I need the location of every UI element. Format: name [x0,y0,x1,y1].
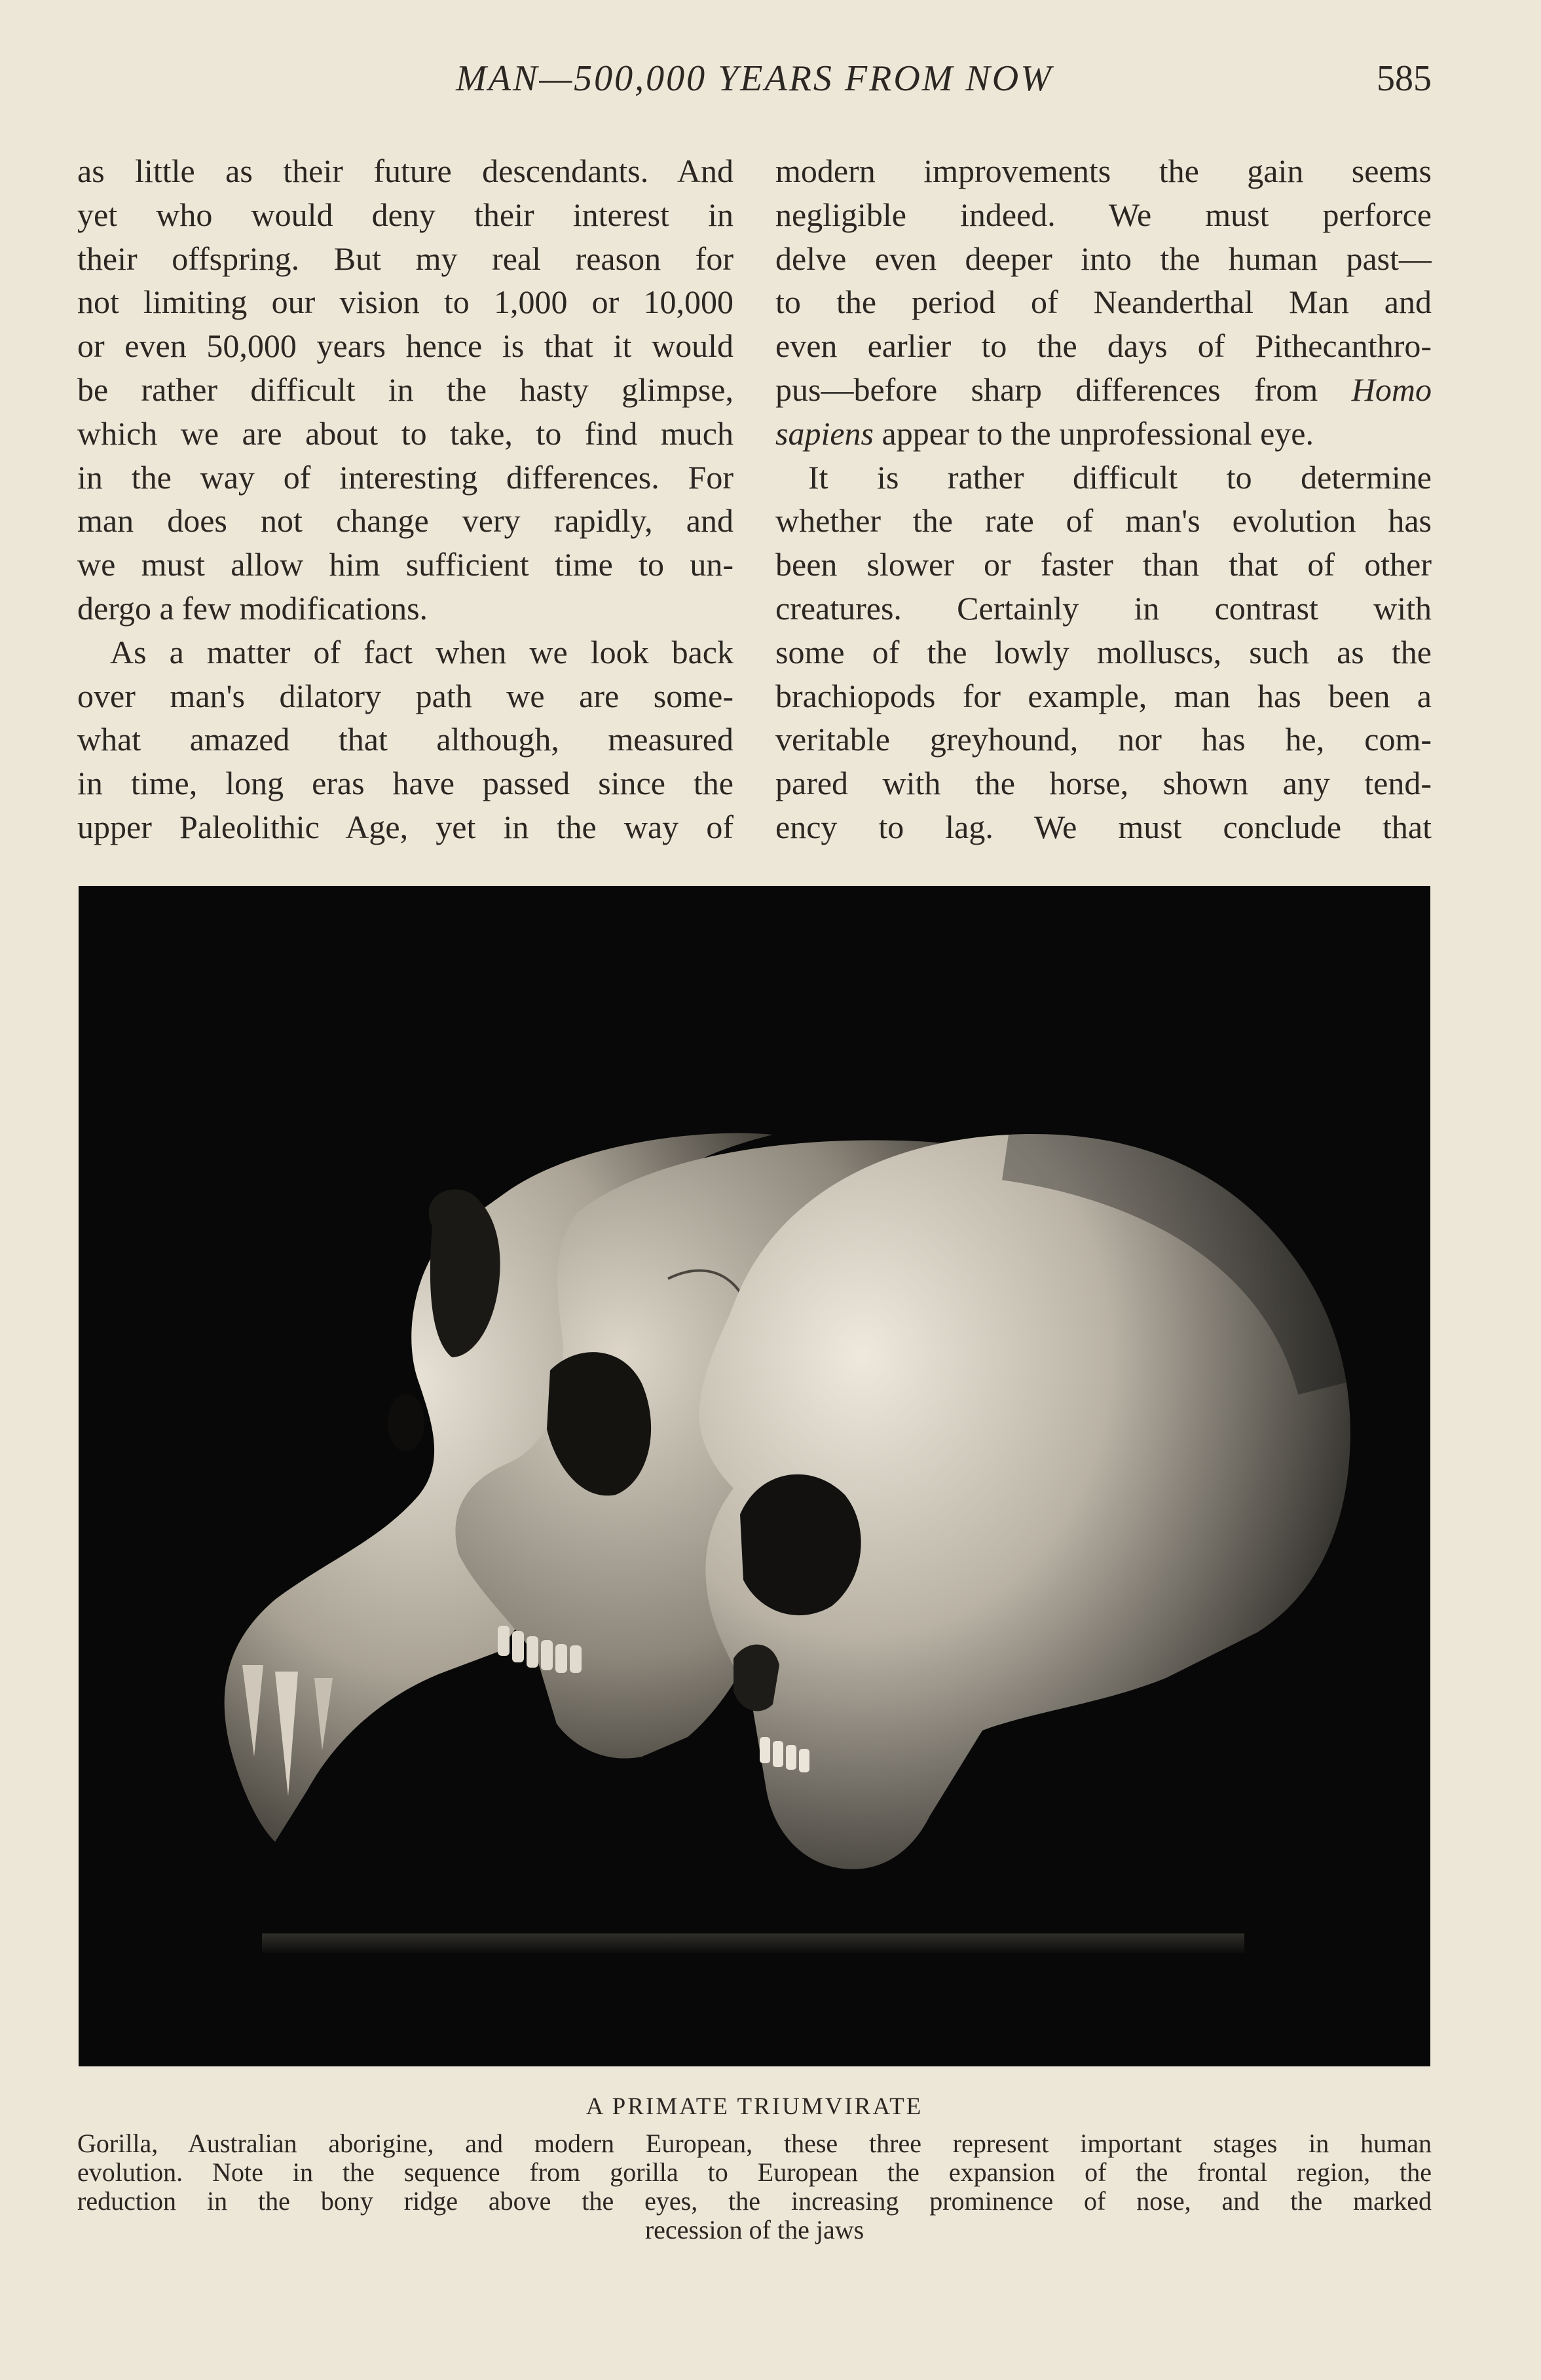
text-line: not limiting our vision to 1,000 or 10,000 [77,284,733,321]
text-line: whether the rate of man's evolution has [775,502,1432,540]
text-line: be rather difficult in the hasty glimpse, [77,371,733,408]
text-line: or even 50,000 years hence is that it would [77,327,733,365]
text-line: been slower or faster than that of other [775,546,1432,583]
caption-line: Gorilla, Australian aborigine, and modern European, these three represent important stages in human [77,2129,1432,2158]
right-column [775,149,1432,849]
text-line: even earlier to the days of Pithecanthro- [775,327,1432,365]
text-line: over man's dilatory path we are some- [77,677,733,714]
text-line: delve even deeper into the human past— [775,240,1432,277]
caption-line: reduction in the bony ridge above the eyes, the increasing prominence of nose, and the marked [77,2187,1432,2216]
figure-caption-title: A PRIMATE TRIUMVIRATE [585,2093,923,2120]
body-text [77,149,1432,856]
text-line: their offspring. But my real reason for [77,240,733,277]
text-line: what amazed that although, measured [77,721,733,758]
text-line: pared with the horse, shown any tend- [775,765,1432,802]
text-line: some of the lowly molluscs, such as the [775,633,1432,670]
text-line: we must allow him sufficient time to un- [77,546,733,583]
text-run: pus—before sharp differences from [775,371,1352,408]
text-line: which we are about to take, to find much [77,414,733,452]
caption-line: evolution. Note in the sequence from gorilla to European the expansion of the frontal region, the [77,2158,1432,2187]
italic-term: sapiens [775,414,874,452]
text-line: It is rather difficult to determine [808,458,1432,496]
text-line: in time, long eras have passed since the [77,765,733,802]
text-run: appear to the unprofessional eye. [874,414,1314,452]
text-line: as little as their future descendants. And [77,153,733,189]
text-line: man does not change very rapidly, and [77,502,733,540]
text-line: in the way of interesting differences. For [77,458,733,496]
running-title: MAN—500,000 YEARS FROM NOW [456,58,1053,99]
text-line: creatures. Certainly in contrast with [775,589,1432,627]
text-line: yet who would deny their interest in [77,196,733,233]
page-header [77,58,1432,117]
text-line: As a matter of fact when we look back [110,633,733,670]
text-line: upper Paleolithic Age, yet in the way of [77,808,733,845]
text-line [775,412,1432,456]
text-line: dergo a few modifications. [77,589,428,627]
figure-caption [77,2129,1432,2244]
text-line [775,368,1432,412]
skulls-photograph [79,886,1430,2066]
caption-line: recession of the jaws [644,2216,864,2244]
text-line: brachiopods for example, man has been a [775,677,1432,714]
italic-term: Homo [1351,371,1432,408]
shelf-shadow [262,1933,1244,1953]
text-line: ency to lag. We must conclude that [775,808,1432,845]
text-line: negligible indeed. We must perforce [775,196,1432,233]
text-line: to the period of Neanderthal Man and [775,284,1432,321]
text-line: modern improvements the gain seems [775,153,1432,189]
text-line: veritable greyhound, nor has he, com- [775,721,1432,758]
page-number: 585 [1377,58,1432,99]
left-column [77,149,733,849]
